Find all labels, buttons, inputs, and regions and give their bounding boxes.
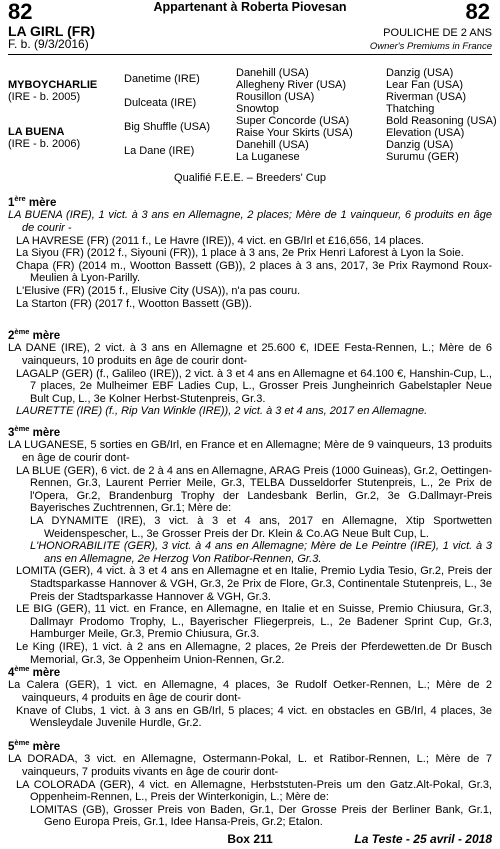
lot-number-right: 82 <box>465 0 490 24</box>
box-number: Box 211 <box>227 832 273 846</box>
pedigree-gen4-7: Danzig (USA) <box>386 139 454 151</box>
pedigree-gen3-6: Raise Your Skirts (USA) <box>236 127 353 139</box>
pedigree-gen2-4: La Dane (IRE) <box>124 145 195 157</box>
second-dam-line-1: LA DANE (IRE), 2 vict. à 3 ans en Allemagne et 25.600 €, IDEE Festa-Rennen, L.; Mère de 6 vainqueurs, 10 produits en âge de courir dont- <box>8 342 492 368</box>
third-dam-line-2: LA BLUE (GER), 6 vict. de 2 à 4 ans en Allemagne, ARAG Preis (1000 Guineas), Gr.2, Oettingen-Rennen, Gr.3, Laurent Perrier Meile, Gr.3, TELBA Dusseldorfer Stutenpreis, L., 2e Prix de l'Opera, Gr.2, Brandenburg Trophy der Landesbank Berlin, Gr.2, 3e G.Dallmayr-Preis Bayerisches Zuchtrennen, Gr.1; Mère de: <box>16 464 492 515</box>
sex-age: POULICHE DE 2 ANS <box>383 27 492 39</box>
first-dam-line-2: LA HAVRESE (FR) (2011 f., Le Havre (IRE)), 4 vict. en GB/Irl et £16,656, 14 places. <box>16 234 424 247</box>
horse-name: LA GIRL (FR) <box>8 23 96 39</box>
third-dam-heading: 3ème mère <box>8 424 61 439</box>
pedigree-gen4-3: Riverman (USA) <box>386 91 467 103</box>
fifth-dam-line-1: LA DORADA, 3 vict. en Allemagne, Ostermann-Pokal, L. et Ratibor-Rennen, L.; Mère de 7 vainqueurs, 7 produits vivants en âge de courir dont- <box>8 753 492 779</box>
first-dam-line-3: La Siyou (FR) (2012 f., Siyouni (FR)), 1 place à 3 ans, 2e Prix Henri Laforest à Lyon la Soie. <box>16 247 464 260</box>
pedigree-gen4-1: Danzig (USA) <box>386 67 454 79</box>
third-dam-line-6: LE BIG (GER), 11 vict. en France, en Allemagne, en Italie et en Suisse, Premio Chiusura, Gr.3, Dallmayr Prodomo Trophy, L., Bayerischer Fliegerpreis, L., 2e Badener Sprint Cup, Gr.3, Hamburger Meile, Gr.3, Premio Chiusura, Gr.3. <box>16 603 492 641</box>
fourth-dam-line-1: La Calera (GER), 1 vict. en Allemagne, 4 places, 3e Rudolf Oetker-Rennen, L.; Mère de 2 vainqueurs, 4 produits en âge de courir dont- <box>8 679 492 705</box>
pedigree-gen2-3: Big Shuffle (USA) <box>124 121 211 133</box>
dam-info: (IRE - b. 2006) <box>8 138 81 150</box>
fifth-dam-line-2: LA COLORADA (GER), 4 vict. en Allemagne, Herbststuten-Preis um den Gatz.Alt-Pokal, Gr.3, Oppenheim-Rennen, L., Preis der Winterkonigin, L.; Mère de: <box>16 778 492 804</box>
fourth-dam-line-2: Knave of Clubs, 1 vict. à 3 ans en GB/Irl, 5 places; 4 vict. en obstacles en GB/Irl, 4 places, 3e Wensleydale Juvenile Hurdle, Gr.2. <box>16 704 492 730</box>
fifth-dam-line-3: LOMITAS (GB), Grosser Preis von Baden, Gr.1, Der Grosse Preis der Berliner Bank, Gr.1, Geno Europa Preis, Gr.1, Idee Hansa-Preis, Gr.2; Etalon. <box>30 803 492 829</box>
premiums-note: Owner's Premiums in France <box>369 41 492 52</box>
qualification-note: Qualifié F.E.E. – Breeders' Cup <box>174 172 326 184</box>
pedigree-gen4-8: Surumu (GER) <box>386 151 459 163</box>
pedigree-gen3-2: Allegheny River (USA) <box>236 79 347 91</box>
second-dam-line-3: LAURETTE (IRE) (f., Rip Van Winkle (IRE)), 2 vict. à 3 et 4 ans, 2017 en Allemagne. <box>16 405 428 418</box>
sire-info: (IRE - b. 2005) <box>8 91 81 103</box>
pedigree-gen3-1: Danehill (USA) <box>236 67 309 79</box>
pedigree-gen2-2: Dulceata (IRE) <box>124 97 197 109</box>
pedigree-gen3-7: Danehill (USA) <box>236 139 309 151</box>
header-divider <box>8 54 492 55</box>
third-dam-line-5: LOMITA (GER), 4 vict. à 3 et 4 ans en Allemagne et en Italie, Premio Lydia Tesio, Gr.2, Preis der Stadtsparkasse Hannover & VGH, Gr.3, 2e Prix de Flore, Gr.3, Continentale Stutenpreis, L., 3e Preis der Stadtsparkasse Hannover & VGH, Gr.3. <box>16 565 492 603</box>
third-dam-line-7: Le King (IRE), 1 vict. à 2 ans en Allemagne, 2 places, 2e Preis der Pferdewetten.de Dr Busch Memorial, Gr.3, 3e Oppenheim Union-Rennen, Gr.2. <box>16 640 492 666</box>
fifth-dam-section <box>8 737 492 829</box>
pedigree-gen4-4: Thatching <box>386 103 435 115</box>
lot-number-left: 82 <box>8 0 33 24</box>
pedigree-gen2-1: Danetime (IRE) <box>124 73 200 85</box>
fourth-dam-heading: 4ème mère <box>8 664 61 679</box>
pedigree-gen4-2: Lear Fan (USA) <box>386 79 464 91</box>
first-dam-line-1: LA BUENA (IRE), 1 vict. à 3 ans en Allemagne, 2 places; Mère de 1 vainqueur, 6 produits en âge de courir - <box>8 209 492 235</box>
owner-line: Appartenant à Roberta Piovesan <box>153 0 347 14</box>
fifth-dam-heading: 5ème mère <box>8 738 61 753</box>
fourth-dam-section <box>8 663 492 730</box>
sale-place-date: La Teste - 25 avril - 2018 <box>354 832 492 846</box>
first-dam-section <box>8 193 492 310</box>
second-dam-heading: 2ème mère <box>8 327 61 342</box>
pedigree-gen3-3: Rousillon (USA) <box>236 91 315 103</box>
first-dam-line-6: La Starton (FR) (2017 f., Wootton Bassett (GB)). <box>16 297 252 310</box>
dam-name: LA BUENA <box>8 126 65 138</box>
second-dam-line-2: LAGALP (GER) (f., Galileo (IRE)), 2 vict. à 3 et 4 ans en Allemagne et 64.100 €, Hanshin-Cup, L., 7 places, 2e Mulheimer EBF Ladies Cup, L., Grosser Preis Jungheinrich Gabelstapler Neue Bult Cup, L., 3e Kolner Herbst-Stutenpreis, Gr.3. <box>16 367 492 405</box>
pedigree-gen3-5: Super Concorde (USA) <box>236 115 350 127</box>
third-dam-line-4: L'HONORABILITE (GER), 3 vict. à 4 ans en Allemagne; Mère de Le Peintre (IRE), 1 vict. à 3 ans en Allemagne, 2e Herzog Von Ratibor-Rennen, Gr.3. <box>30 540 492 565</box>
first-dam-heading: 1ère mère <box>8 194 57 209</box>
first-dam-line-5: L'Elusive (FR) (2015 f., Elusive City (USA)), n'a pas couru. <box>16 284 301 297</box>
pedigree-gen4-5: Bold Reasoning (USA) <box>386 115 497 127</box>
pedigree-gen4-6: Elevation (USA) <box>386 127 465 139</box>
pedigree-gen3-4: Snowtop <box>236 103 279 115</box>
third-dam-line-1: LA LUGANESE, 5 sorties en GB/Irl, en France et en Allemagne; Mère de 9 vainqueurs, 13 produits en âge de courir dont- <box>8 439 492 465</box>
birth-info: F. b. (9/3/2016) <box>8 37 89 51</box>
pedigree-gen3-8: La Luganese <box>236 151 300 163</box>
second-dam-section <box>8 326 492 418</box>
first-dam-line-4: Chapa (FR) (2014 m., Wootton Bassett (GB)), 2 places à 3 ans, 2017, 3e Prix Raymond Roux-Meulien à Lyon-Parilly. <box>16 259 492 285</box>
third-dam-section <box>8 423 492 666</box>
sire-name: MYBOYCHARLIE <box>8 79 98 91</box>
third-dam-line-3: LA DYNAMITE (IRE), 3 vict. à 3 et 4 ans, 2017 en Allemagne, Xtip Sportwetten Weidenspescher, L., 3e Grosser Preis der Dr. Klein & Co.AG Neue Bult Cup, L. <box>30 514 492 540</box>
